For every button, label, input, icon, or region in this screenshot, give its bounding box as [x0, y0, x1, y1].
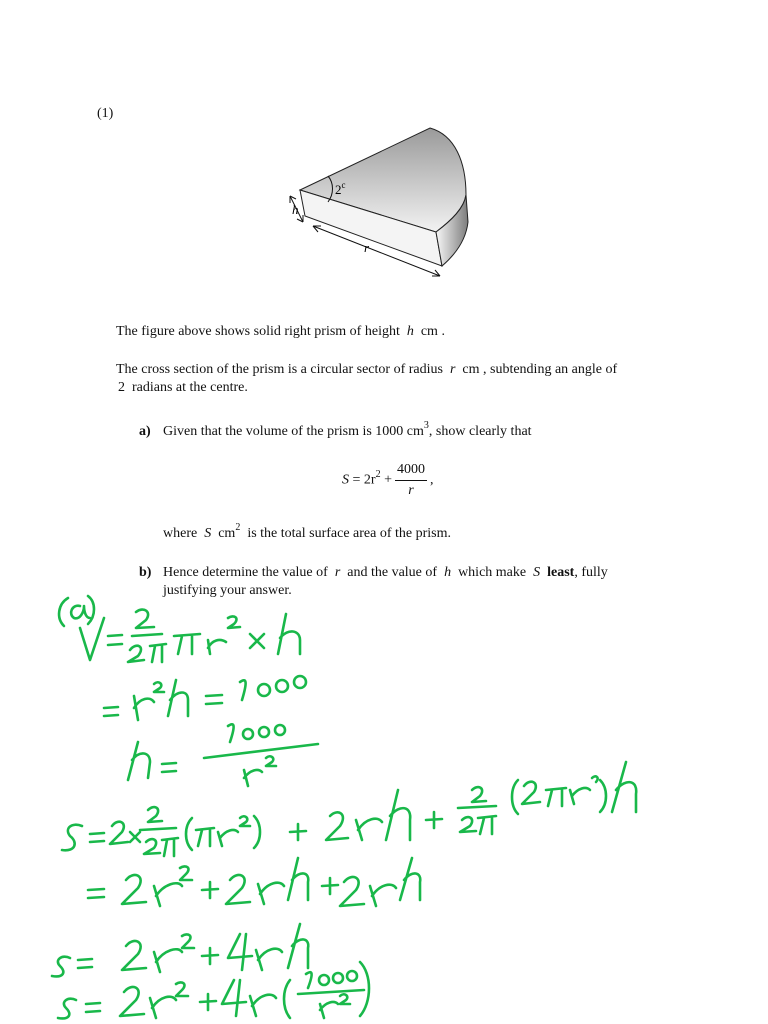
where-sup: 2: [235, 522, 241, 534]
part-a-label: a): [139, 424, 151, 439]
part-b-v2: h: [444, 565, 452, 580]
handwriting-label-a: [59, 596, 94, 626]
handwriting-line-1: [80, 610, 300, 662]
handwriting-line-3: [128, 724, 318, 786]
handwriting-line-6: [52, 924, 308, 976]
problem-number: (1): [97, 106, 114, 121]
intro-post: cm .: [420, 324, 445, 339]
part-b-label: b): [139, 565, 152, 580]
handwriting-line-5: [88, 858, 420, 906]
part-a-sup: 3: [423, 420, 429, 432]
part-b-t4: , fully: [574, 565, 608, 580]
where-text: [163, 522, 452, 543]
part-b-bold: least: [547, 565, 575, 580]
part-a-text: [163, 420, 532, 441]
eq-denominator: r: [408, 483, 414, 498]
cross-post: cm , subtending an angle of: [462, 362, 618, 377]
cross-var: r: [449, 362, 456, 377]
height-label: h: [292, 202, 299, 217]
part-b-t1: Hence determine the value of: [163, 565, 328, 580]
surface-area-equation: [342, 461, 433, 500]
intro-text: [116, 323, 445, 341]
eq-fraction: [395, 461, 427, 500]
prism-figure: [280, 120, 480, 285]
part-b-v3: S: [533, 565, 541, 580]
where-post: is the total surface area of the prism.: [247, 526, 452, 541]
part-a-pre: Given that the volume of the prism is 1000 cm: [163, 424, 424, 439]
where-unit: cm: [218, 526, 236, 541]
part-b-t2: and the value of: [347, 565, 438, 580]
eq-end: ,: [429, 472, 434, 488]
angle-label: 2$^c$: [335, 180, 346, 197]
part-b-v1: r: [334, 565, 341, 580]
eq-numerator: 4000: [395, 461, 427, 481]
handwritten-working: [0, 590, 768, 1024]
cross-pre: The cross section of the prism is a circular sector of radius: [116, 362, 443, 377]
part-b-line2: justifying your answer.: [163, 583, 292, 598]
intro-pre: The figure above shows solid right prism of height: [116, 324, 400, 339]
where-pre: where: [163, 526, 198, 541]
cross-section-line2: 2 radians at the centre.: [118, 380, 248, 395]
eq-plus: +: [384, 472, 392, 488]
part-b-text: [163, 564, 608, 582]
part-a-post: , show clearly that: [428, 424, 532, 439]
intro-var: h: [406, 324, 414, 339]
part-b-t3: which make: [458, 565, 527, 580]
cross-section-line1: [116, 361, 617, 379]
handwriting-line-7: [58, 962, 369, 1018]
eq-mid: = 2r: [352, 472, 376, 488]
handwriting-line-2: [104, 676, 306, 720]
where-var: S: [204, 526, 212, 541]
eq-sup: 2: [375, 469, 381, 481]
eq-lhs: S: [342, 472, 349, 488]
radius-label: r: [364, 240, 370, 255]
